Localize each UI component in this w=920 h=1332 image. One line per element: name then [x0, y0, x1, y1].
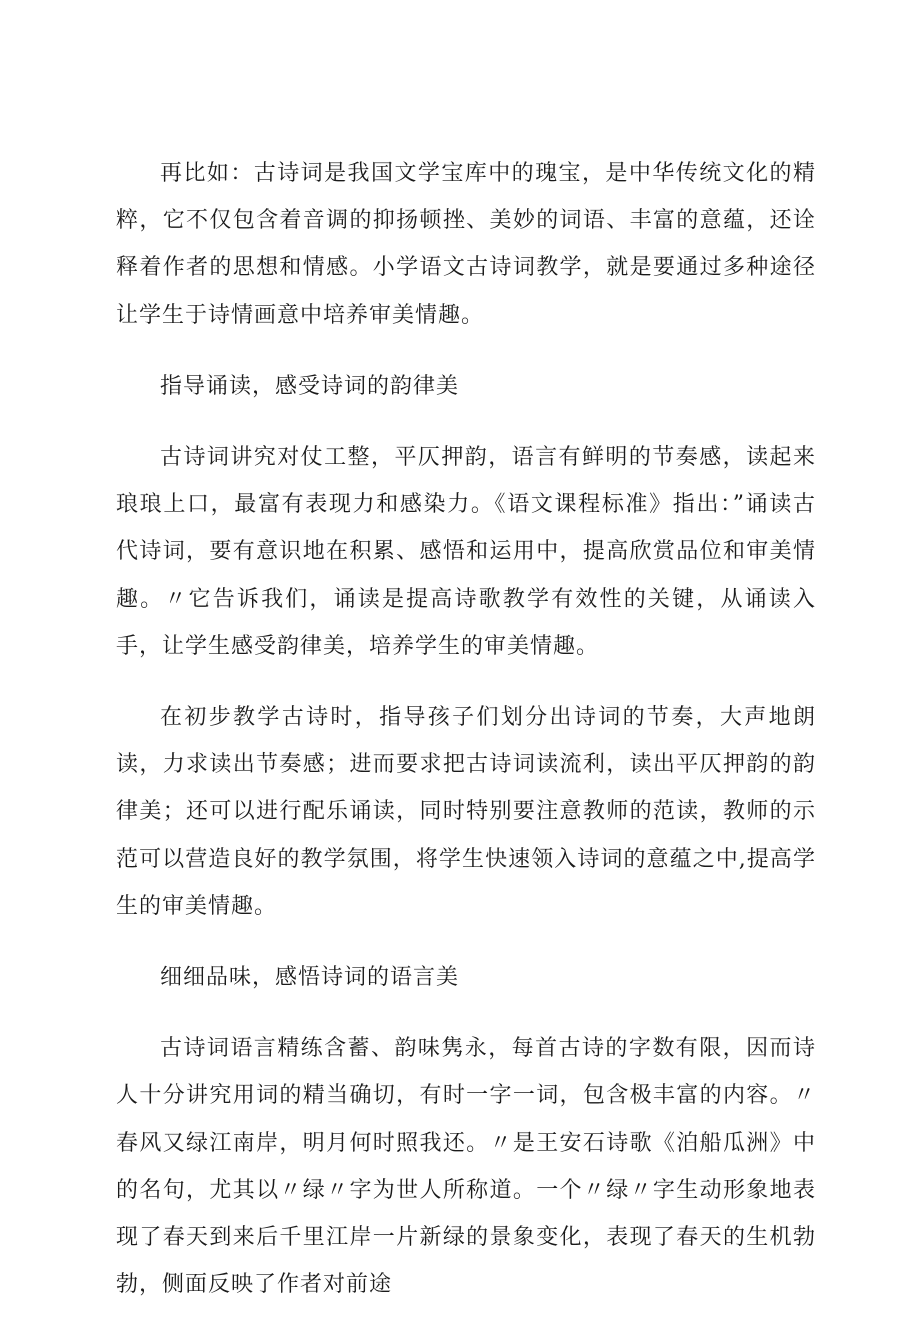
- body-paragraph: 古诗词讲究对仗工整，平仄押韵，语言有鲜明的节奏感，读起来琅琅上口，最富有表现力和感染力。《语文课程标准》指出：”诵读古代诗词，要有意识地在积累、感悟和运用中，提高欣赏品位和审美情趣。〃它告诉我们，诵读是提高诗歌教学有效性的关键，从诵读入手，让学生感受韵律美，培养学生的审美情趣。: [116, 445, 816, 659]
- body-paragraph: 再比如：古诗词是我国文学宝库中的瑰宝，是中华传统文化的精粹，它不仅包含着音调的抑扬顿挫、美妙的词语、丰富的意蕴，还诠释着作者的思想和情感。小学语文古诗词教学，就是要通过多种途径让学生于诗情画意中培养审美情趣。: [116, 161, 816, 328]
- body-paragraph: 古诗词语言精练含蓄、韵味隽永，每首古诗的字数有限，因而诗人十分讲究用词的精当确切，有时一字一词，包含极丰富的内容。〃春风又绿江南岸，明月何时照我还。〃是王安石诗歌《泊船瓜洲》中的名句，尤其以〃绿〃字为世人所称道。一个〃绿〃字生动形象地表现了春天到来后千里江岸一片新绿的景象变化，表现了春天的生机勃勃，侧面反映了作者对前途: [116, 1036, 816, 1298]
- document-page: [116, 150, 816, 1332]
- body-paragraph: 在初步教学古诗时，指导孩子们划分出诗词的节奏，大声地朗读，力求读出节奏感；进而要求把古诗词读流利，读出平仄押韵的韵律美；还可以进行配乐诵读，同时特别要注意教师的范读，教师的示范可以营造良好的教学氛围，将学生快速领入诗词的意蕴之中,提高学生的审美情趣。: [116, 705, 816, 919]
- section-heading: 细细品味，感悟诗词的语言美: [160, 965, 460, 991]
- section-heading: 指导诵读，感受诗词的韵律美: [160, 373, 460, 399]
